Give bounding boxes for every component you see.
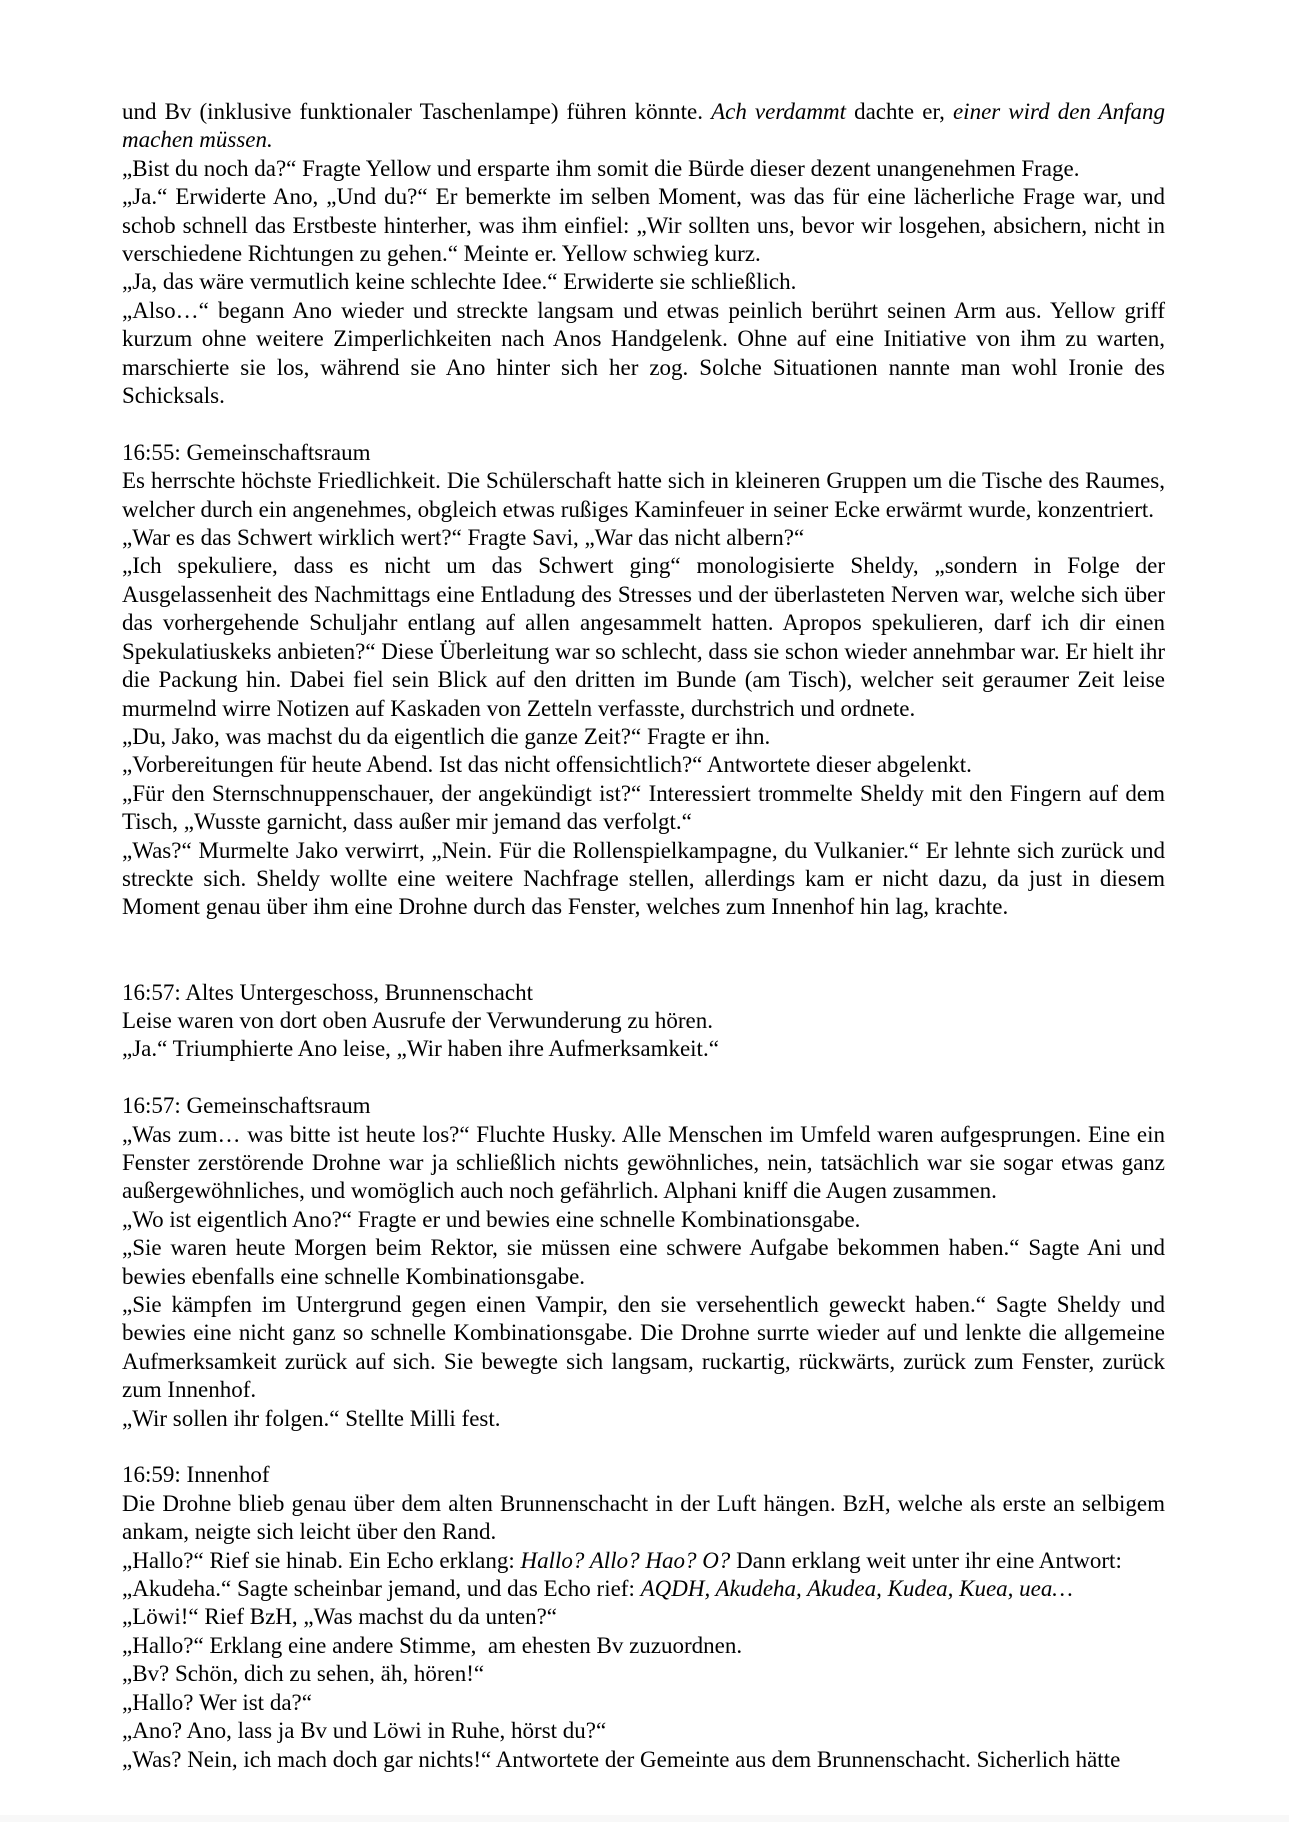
paragraph: [122, 98, 1171, 155]
text-run: „Bv? Schön, dich zu sehen, äh, hören!“: [122, 1661, 485, 1687]
text-run: „Sie waren heute Morgen beim Rektor, sie müssen eine schwere Aufgabe bekommen haben.“ Sagte Ani und bewies ebenfalls eine schnelle Kombinationsgabe.: [122, 1235, 1171, 1289]
paragraph: [122, 1206, 1165, 1234]
paragraph: [122, 552, 1171, 722]
text-run: Dann erklang weit unter ihr eine Antwort:: [730, 1547, 1122, 1573]
text-run: „Vorbereitungen für heute Abend. Ist das nicht offensichtlich?“ Antwortete dieser abgelenkt.: [122, 752, 972, 778]
paragraph: [122, 723, 1165, 751]
text-run: „Also…“ begann Ano wieder und streckte langsam und etwas peinlich berührt seinen Arm aus. Yellow griff kurzum ohne weitere Zimperlichkeiten nach Anos Handgelenk. Ohne auf eine Initiative von ihm zu warten, marschierte sie los, während sie Ano hinter sich her zog. Solche Situationen nannte man wohl Ironie des Schicksals.: [122, 297, 1171, 409]
text-run: „Akudeha.“ Sagte scheinbar jemand, und das Echo rief:: [122, 1576, 641, 1602]
text-run: „Ja, das wäre vermutlich keine schlechte Idee.“ Erwiderte sie schließlich.: [122, 269, 797, 295]
paragraph: [122, 297, 1171, 411]
paragraph: [122, 1234, 1171, 1291]
text-run: „Hallo?“ Erklang eine andere Stimme, am ehesten Bv zuzuordnen.: [122, 1632, 743, 1658]
text-run: „Ich spekuliere, dass es nicht um das Schwert ging“ monologisierte Sheldy, „sondern in Folge der Ausgelassenheit des Nachmittags eine Entladung des Stresses und der überlasteten Nerven war, welche sich über das vorhergehende Schuljahr entlang auf allen angesammelt hatten. Apropos spekulieren, darf ich dir einen Spekulatiuskeks anbieten?“ Diese Überleitung war so schlecht, dass sie schon wieder annehmbar war. Er hielt ihr die Packung hin. Dabei fiel sein Blick auf den dritten im Bunde (am Tisch), welcher seit geraumer Zeit leise murmelnd wirre Notizen auf Kaskaden von Zetteln verfasste, durchstrich und ordnete.: [122, 553, 1171, 721]
page-bottom-shadow: [0, 1815, 1289, 1822]
section-header: 16:55: Gemeinschaftsraum: [122, 439, 371, 465]
paragraph: [122, 837, 1171, 922]
paragraph: [122, 1121, 1171, 1206]
paragraph: [122, 1405, 1165, 1433]
paragraph: [122, 780, 1171, 837]
italic-text-run: Ach verdammt: [711, 99, 847, 124]
paragraph: [122, 1660, 1165, 1688]
text-run: „Hallo? Wer ist da?“: [122, 1689, 312, 1715]
paragraph: [122, 268, 1165, 296]
text-run: „War es das Schwert wirklich wert?“ Fragte Savi, „War das nicht albern?“: [122, 525, 805, 551]
text-run: „Ja.“ Triumphierte Ano leise, „Wir haben ihre Aufmerksamkeit.“: [122, 1036, 719, 1062]
text-run: „Du, Jako, was machst du da eigentlich die ganze Zeit?“ Fragte er ihn.: [122, 723, 771, 749]
paragraph: [122, 1547, 1165, 1575]
section-header: 16:57: Gemeinschaftsraum: [122, 1093, 371, 1119]
text-run: „Für den Sternschnuppenschauer, der angekündigt ist?“ Interessiert trommelte Sheldy mit den Fingern auf dem Tisch, „Wusste garnicht, dass außer mir jemand das verfolgt.“: [122, 780, 1171, 835]
italic-text-run: Hallo? Allo? Hao? O?: [520, 1547, 731, 1573]
paragraph: [122, 1746, 1165, 1774]
text-run: „Löwi!“ Rief BzH, „Was machst du da unten?“: [122, 1604, 557, 1630]
section-header: 16:57: Altes Untergeschoss, Brunnenschacht: [122, 979, 533, 1005]
text-run: „Was zum… was bitte ist heute los?“ Fluchte Husky. Alle Menschen im Umfeld waren aufgesprungen. Eine ein Fenster zerstörende Drohne war ja schließlich nichts gewöhnliches, nein, tatsächlich war sie sogar etwas ganz außergewöhnliches, und womöglich auch noch gefährlich. Alphani kniff die Augen zusammen.: [122, 1121, 1171, 1204]
paragraph: [122, 183, 1171, 268]
text-run: „Was?“ Murmelte Jako verwirrt, „Nein. Für die Rollenspielkampagne, du Vulkanier.“ Er lehnte sich zurück und streckte sich. Sheldy wollte eine weitere Nachfrage stellen, allerdings kam er nicht dazu, da just in diesem Moment genau über ihm eine Drohne durch das Fenster, welches zum Innenhof hin lag, krachte.: [122, 837, 1171, 920]
italic-text-run: einer wird den Anfang machen müssen.: [122, 99, 1171, 153]
text-run: „Sie kämpfen im Untergrund gegen einen Vampir, den sie versehentlich geweckt haben.“ Sagte Sheldy und bewies eine nicht ganz so schnelle Kombinationsgabe. Die Drohne surrte wieder auf und lenkte die allgemeine Aufmerksamkeit zurück auf sich. Sie bewegte sich langsam, ruckartig, rückwärts, zurück zum Fenster, zurück zum Innenhof.: [122, 1292, 1171, 1403]
text-run: Es herrschte höchste Friedlichkeit. Die Schülerschaft hatte sich in kleineren Gruppen um die Tische des Raumes, welcher durch ein angenehmes, obgleich etwas rußiges Kaminfeuer in seiner Ecke erwärmt wurde, konzentriert.: [122, 468, 1171, 522]
document-text: [122, 98, 1171, 1774]
text-run: „Wo ist eigentlich Ano?“ Fragte er und bewies eine schnelle Kombinationsgabe.: [122, 1206, 861, 1232]
paragraph: [122, 1717, 1165, 1745]
paragraph: [122, 1007, 1165, 1035]
paragraph: [122, 467, 1171, 524]
text-run: dachte er,: [846, 99, 953, 124]
text-run: „Hallo?“ Rief sie hinab. Ein Echo erklang:: [122, 1547, 521, 1573]
paragraph: [122, 1490, 1171, 1547]
paragraph: [122, 1035, 1165, 1063]
text-run: Leise waren von dort oben Ausrufe der Verwunderung zu hören.: [122, 1007, 714, 1033]
paragraph: [122, 1632, 1165, 1660]
text-run: Die Drohne blieb genau über dem alten Brunnenschacht in der Luft hängen. BzH, welche als erste an selbigem ankam, neigte sich leicht über den Rand.: [122, 1490, 1171, 1545]
text-run: „Bist du noch da?“ Fragte Yellow und ersparte ihm somit die Bürde dieser dezent unangenehmen Frage.: [122, 155, 1080, 181]
text-run: „Ano? Ano, lass ja Bv und Löwi in Ruhe, hörst du?“: [122, 1718, 607, 1744]
paragraph: [122, 1575, 1165, 1603]
paragraph: [122, 155, 1165, 183]
paragraph: [122, 524, 1165, 552]
paragraph: [122, 1603, 1165, 1631]
paragraph: [122, 751, 1165, 779]
text-run: „Ja.“ Erwiderte Ano, „Und du?“ Er bemerkte im selben Moment, was das für eine lächerliche Frage war, und schob schnell das Erstbeste hinterher, was ihm einfiel: „Wir sollten uns, bevor wir losgehen, absichern, nicht in verschiedene Richtungen zu gehen.“ Meinte er. Yellow schwieg kurz.: [122, 184, 1171, 267]
text-run: „Was? Nein, ich mach doch gar nichts!“ Antwortete der Gemeinte aus dem Brunnenschacht. Sicherlich hätte: [122, 1746, 1121, 1772]
section-header: 16:59: Innenhof: [122, 1462, 270, 1488]
paragraph: [122, 1689, 1165, 1717]
italic-text-run: AQDH, Akudeha, Akudea, Kudea, Kuea, uea…: [640, 1576, 1073, 1602]
paragraph: [122, 1291, 1171, 1405]
text-run: „Wir sollen ihr folgen.“ Stellte Milli fest.: [122, 1405, 501, 1431]
text-run: und Bv (inklusive funktionaler Taschenlampe) führen könnte.: [122, 99, 712, 124]
